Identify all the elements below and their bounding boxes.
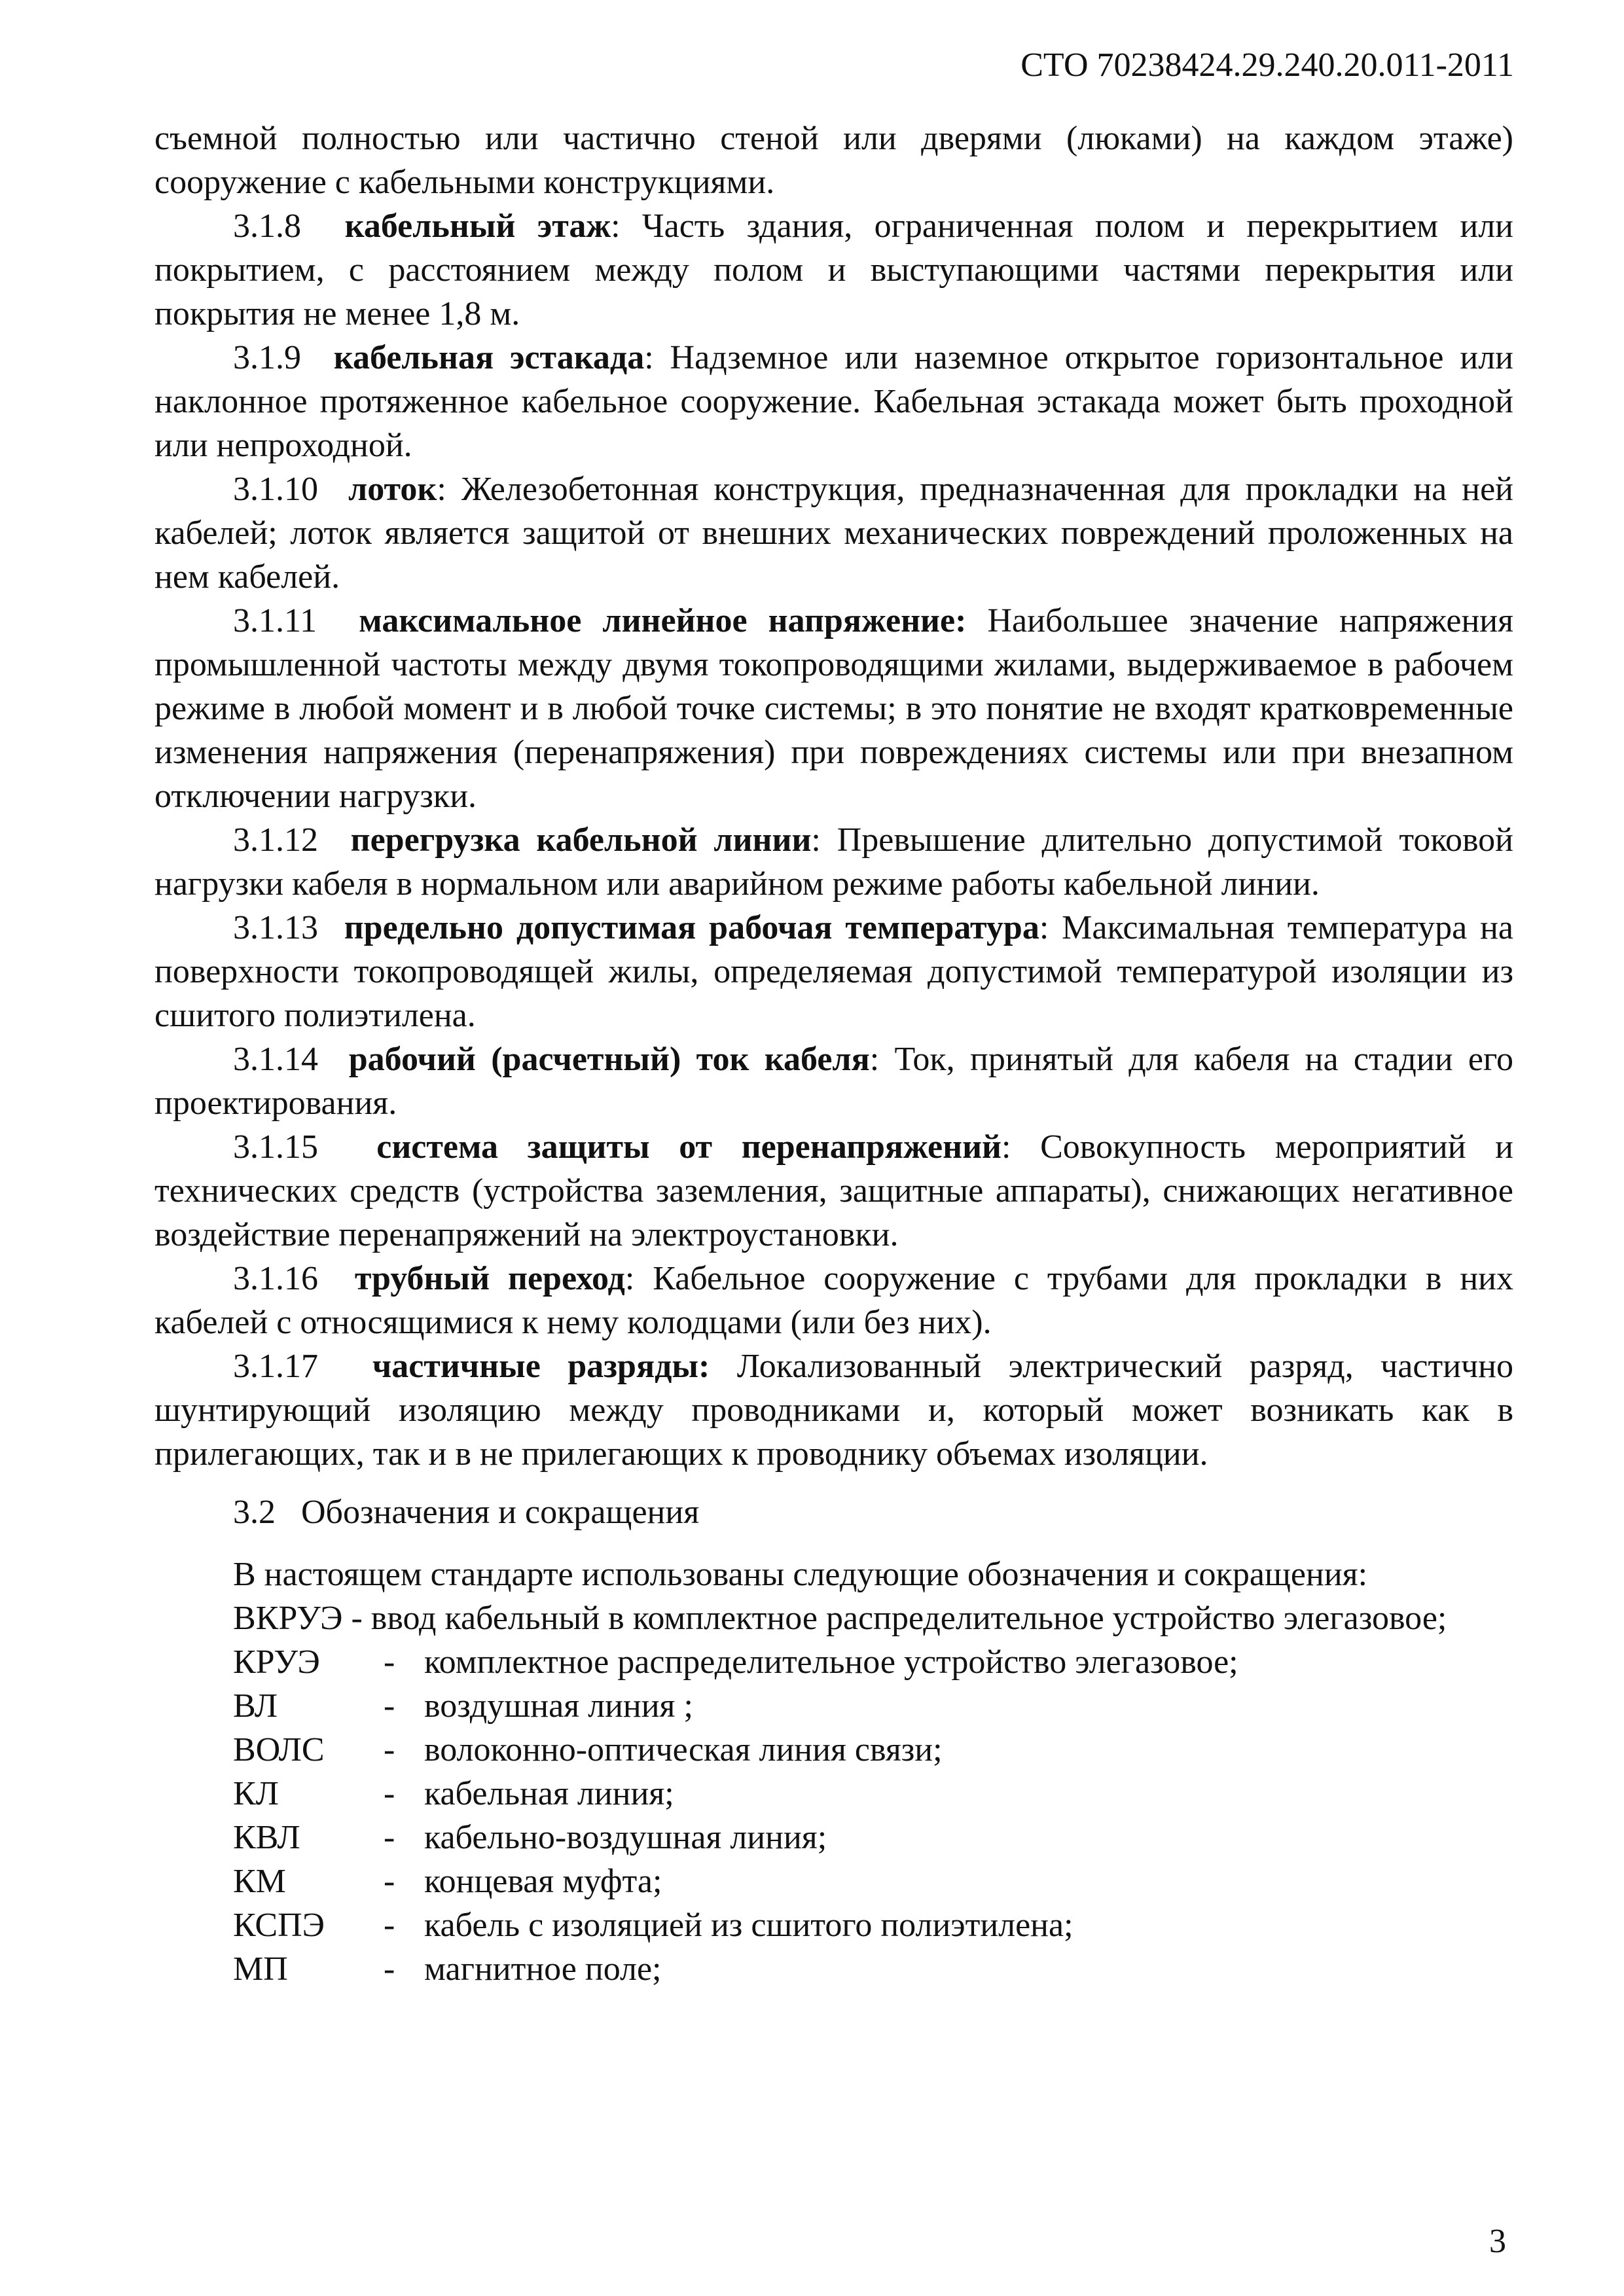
definition-term: кабельный этаж	[344, 207, 611, 245]
definition-term: лоток	[348, 471, 437, 508]
definition-item	[154, 336, 1513, 467]
definition-separator: :	[624, 1260, 635, 1297]
definition-text: Кабельное сооружение с трубами для прокладки в них кабелей с относящимися к нему колодцами (или без них).	[154, 1260, 1514, 1341]
abbreviation-code: КВЛ	[233, 1819, 300, 1856]
abbreviation-dash: -	[384, 1863, 395, 1900]
section-number: 3.2	[233, 1494, 276, 1531]
definition-item	[154, 818, 1513, 906]
definition-separator: :	[437, 471, 446, 508]
intro-paragraph: съемной полностью или частично стеной или дверями (люками) на каждом этаже) сооружение с кабельными конструкциями.	[154, 120, 1513, 201]
definition-number: 3.1.12	[233, 821, 318, 859]
definition-text: Ток, принятый для кабеля на стадии его проектирования.	[154, 1041, 1514, 1122]
abbreviation-text: комплектное распределительное устройство элегазовое;	[424, 1643, 1238, 1681]
abbreviation-item	[154, 1596, 1513, 1640]
abbreviation-item	[233, 1684, 1513, 1728]
definition-item	[154, 599, 1513, 818]
abbreviation-code: МП	[233, 1950, 288, 1988]
abbreviation-text: концевая муфта;	[424, 1863, 662, 1900]
definition-text: Железобетонная конструкция, предназначенная для прокладки на ней кабелей; лоток является защитой от внешних механических повреждений проложенных на нем кабелей.	[154, 471, 1514, 596]
definition-separator: :	[811, 821, 821, 859]
section-intro-paragraph: В настоящем стандарте использованы следующие обозначения и сокращения:	[233, 1556, 1368, 1593]
definition-number: 3.1.9	[233, 339, 301, 376]
section-heading	[154, 1490, 1513, 1534]
definition-text: Максимальная температура на поверхности токопроводящей жилы, определяемая допустимой температурой изоляции из сшитого полиэтилена.	[154, 909, 1514, 1034]
definition-term: трубный переход	[354, 1260, 625, 1297]
abbreviation-text: кабель с изоляцией из сшитого полиэтилена;	[424, 1907, 1074, 1944]
definition-term: система защиты от перенапряжений	[376, 1128, 1002, 1166]
page-number: 3	[1489, 2223, 1506, 2260]
abbreviation-text: магнитное поле;	[424, 1950, 662, 1988]
definition-term: кабельная эстакада	[333, 339, 645, 376]
abbreviation-code: ВОЛС	[233, 1731, 325, 1768]
abbreviations-list	[154, 1596, 1513, 1991]
abbreviation-item	[233, 1772, 1513, 1816]
definitions-list	[154, 204, 1513, 1476]
definition-number: 3.1.16	[233, 1260, 318, 1297]
abbreviation-code: КРУЭ	[233, 1643, 320, 1681]
definition-item	[154, 1257, 1513, 1344]
definition-separator: :	[1001, 1128, 1011, 1166]
definition-item	[154, 1037, 1513, 1125]
abbreviation-dash: -	[384, 1775, 395, 1812]
abbreviation-text: воздушная линия ;	[424, 1687, 693, 1725]
definition-number: 3.1.11	[233, 602, 317, 639]
definition-term: частичные разряды:	[372, 1348, 710, 1385]
definition-term: максимальное линейное напряжение:	[359, 602, 967, 639]
abbreviation-item	[233, 1859, 1513, 1903]
abbreviation-text: кабельно-воздушная линия;	[424, 1819, 827, 1856]
abbreviation-code: КЛ	[233, 1775, 279, 1812]
abbreviation-code: КМ	[233, 1863, 286, 1900]
definition-text: Надземное или наземное открытое горизонтальное или наклонное протяженное кабельное сооружение. Кабельная эстакада может быть проходной или непроходной.	[154, 339, 1514, 464]
abbreviation-item	[233, 1903, 1513, 1947]
definition-text: Локализованный электрический разряд, частично шунтирующий изоляцию между проводниками и, который может возникать как в прилегающих, так и в не прилегающих к проводнику объемах изоляции.	[154, 1348, 1514, 1473]
abbreviation-code: ВЛ	[233, 1687, 278, 1725]
abbreviation-text: волоконно-оптическая линия связи;	[424, 1731, 943, 1768]
definition-text: Совокупность мероприятий и технических средств (устройства заземления, защитные аппараты), снижающих негативное воздействие перенапряжений на электроустановки.	[154, 1128, 1513, 1253]
definition-number: 3.1.15	[233, 1128, 318, 1166]
abbreviation-dash: -	[384, 1731, 395, 1768]
abbreviation-dash: -	[384, 1950, 395, 1988]
definition-item	[154, 467, 1513, 599]
definition-item	[154, 1344, 1513, 1476]
definition-number: 3.1.17	[233, 1348, 318, 1385]
abbreviation-text: кабельная линия;	[424, 1775, 674, 1812]
definition-separator: :	[869, 1041, 880, 1078]
definition-item	[154, 906, 1513, 1037]
abbreviation-dash: -	[351, 1600, 363, 1637]
abbreviation-dash: -	[384, 1687, 395, 1725]
abbreviation-code: КСПЭ	[233, 1907, 325, 1944]
abbreviation-code: ВКРУЭ	[233, 1600, 343, 1637]
abbreviation-text: ввод кабельный в комплектное распределительное устройство элегазовое;	[370, 1600, 1447, 1637]
abbreviation-dash: -	[384, 1819, 395, 1856]
definition-number: 3.1.13	[233, 909, 318, 946]
definition-text: Часть здания, ограниченная полом и перекрытием или покрытием, с расстоянием между полом и выступающими частями перекрытия или покрытия не менее 1,8 м.	[154, 207, 1513, 332]
definition-text: Наибольшее значение напряжения промышленной частоты между двумя токопроводящими жилами, выдерживаемое в рабочем режиме в любой момент и в любой точке системы; в это понятие не входят кратковременные изменения напряжения (перенапряжения) при повреждениях системы или при внезапном отключении нагрузки.	[154, 602, 1514, 815]
abbreviation-dash: -	[384, 1643, 395, 1681]
abbreviation-item	[233, 1816, 1513, 1859]
definition-term: рабочий (расчетный) ток кабеля	[348, 1041, 870, 1078]
definition-separator: :	[611, 207, 621, 245]
definition-term: перегрузка кабельной линии	[350, 821, 812, 859]
definition-item	[154, 204, 1513, 336]
definition-text: Превышение длительно допустимой токовой нагрузки кабеля в нормальном или аварийном режиме работы кабельной линии.	[154, 821, 1513, 903]
definition-separator: :	[1039, 909, 1049, 946]
definition-number: 3.1.10	[233, 471, 318, 508]
page-body	[154, 117, 1513, 1991]
definition-separator: :	[644, 339, 654, 376]
abbreviation-item	[233, 1947, 1513, 1991]
section-title: Обозначения и сокращения	[301, 1494, 700, 1531]
abbreviation-dash: -	[384, 1907, 395, 1944]
abbreviation-item	[233, 1640, 1513, 1684]
abbreviation-item	[233, 1728, 1513, 1772]
definition-term: предельно допустимая рабочая температура	[344, 909, 1039, 946]
doc-code-header: СТО 70238424.29.240.20.011-2011	[1020, 46, 1514, 84]
definition-number: 3.1.14	[233, 1041, 318, 1078]
definition-item	[154, 1125, 1513, 1257]
definition-number: 3.1.8	[233, 207, 301, 245]
